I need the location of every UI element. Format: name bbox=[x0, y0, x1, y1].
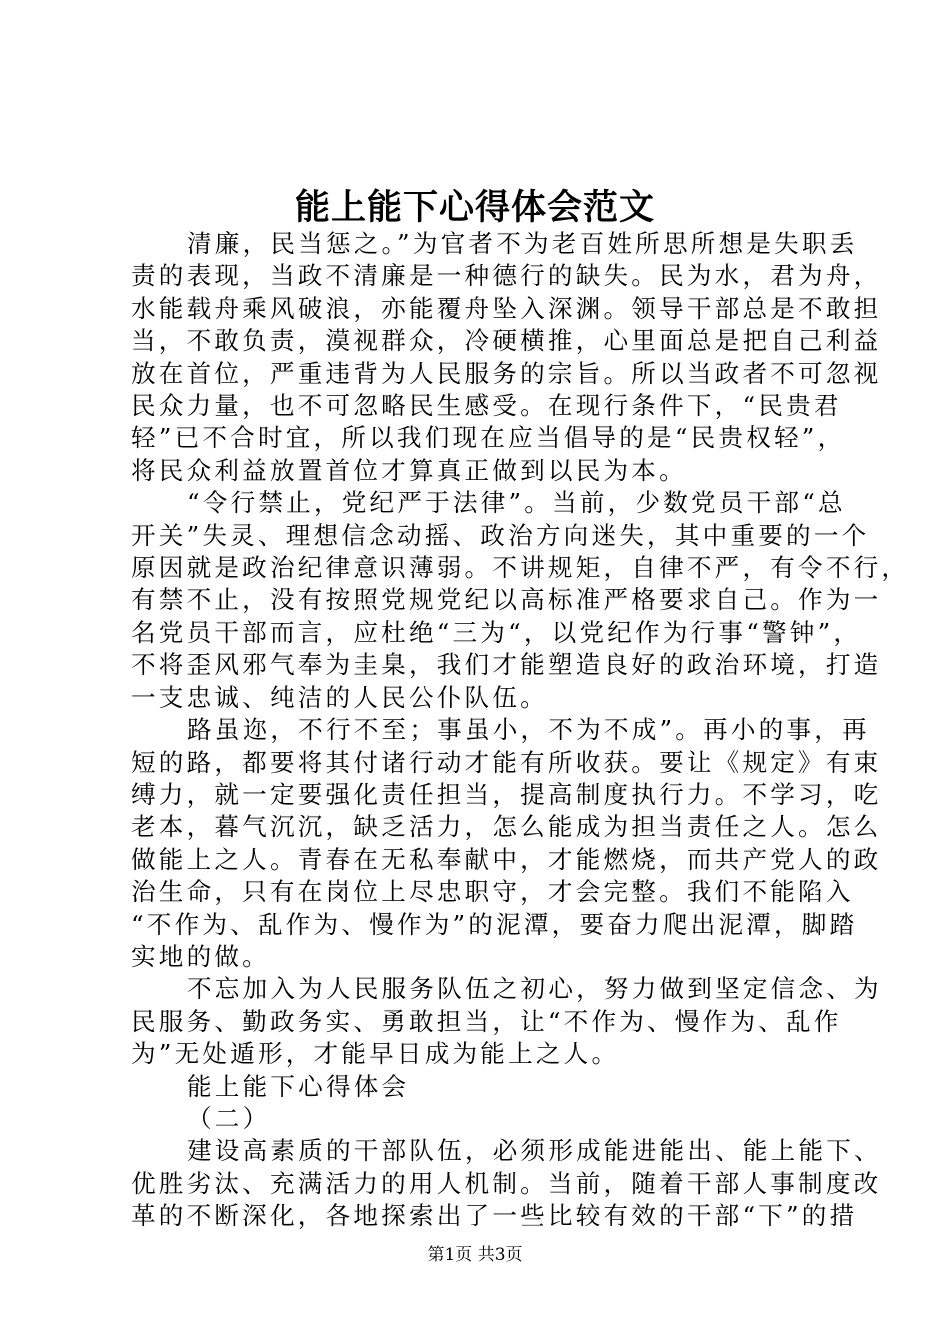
text-line: 开关”失灵、理想信念动摇、政治方向迷失，其中重要的一个 bbox=[131, 520, 870, 550]
text-line: 缚力，就一定要强化责任担当，提高制度执行力。不学习，吃 bbox=[131, 779, 882, 809]
text-line: 轻”已不合时宜，所以我们现在应当倡导的是“民贵权轻”， bbox=[131, 423, 846, 453]
section-heading: 能上能下心得体会 bbox=[187, 1071, 410, 1101]
text-line: 将民众利益放置首位才算真正做到以民为本。 bbox=[131, 455, 687, 485]
text-line: 做能上之人。青春在无私奉献中，才能燃烧，而共产党人的政 bbox=[131, 844, 882, 874]
text-line: 当，不敢负责，漠视群众，冷硬横推，心里面总是把自己利益 bbox=[131, 326, 882, 356]
text-line: 路虽迩，不行不至；事虽小，不为不成”。再小的事，再 bbox=[187, 715, 870, 745]
text-line: 原因就是政治纪律意识薄弱。不讲规矩，自律不严，有令不行， bbox=[131, 553, 910, 583]
text-line: 优胜劣汰、充满活力的用人机制。当前，随着干部人事制度改 bbox=[131, 1168, 882, 1198]
text-line: “不作为、乱作为、慢作为”的泥潭，要奋力爬出泥潭，脚踏 bbox=[131, 909, 858, 939]
page-footer: 第1页 共3页 bbox=[427, 1245, 523, 1265]
text-line: 治生命，只有在岗位上尽忠职守，才会完整。我们不能陷入 bbox=[131, 877, 854, 907]
text-line: 责的表现，当政不清廉是一种德行的缺失。民为水，君为舟， bbox=[131, 261, 882, 291]
document-body bbox=[131, 228, 910, 1233]
text-line: 清廉，民当惩之。”为官者不为老百姓所思所想是失职丢 bbox=[187, 229, 858, 258]
text-line: 为”无处遁形，才能早日成为能上之人。 bbox=[131, 1039, 620, 1069]
text-line: “令行禁止，党纪严于法律”。当前，少数党员干部“总 bbox=[187, 488, 846, 518]
text-line: 不将歪风邪气奉为圭臬，我们才能塑造良好的政治环境，打造 bbox=[131, 650, 882, 680]
text-line: 老本，暮气沉沉，缺乏活力，怎么能成为担当责任之人。怎么 bbox=[131, 812, 882, 842]
text-line: 有禁不止，没有按照党规党纪以高标准严格要求自己。作为一 bbox=[131, 585, 882, 615]
text-line: 实地的做。 bbox=[131, 941, 270, 971]
section-number: （二） bbox=[187, 1103, 271, 1133]
text-line: 民众力量，也不可忽略民生感受。在现行条件下，“民贵君 bbox=[131, 391, 842, 421]
text-line: 革的不断深化，各地探索出了一些比较有效的干部“下”的措 bbox=[131, 1201, 858, 1231]
text-line: 名党员干部而言，应杜绝“三为“，以党纪作为行事“警钟”， bbox=[131, 617, 862, 647]
text-line: 一支忠诚、纯洁的人民公仆队伍。 bbox=[131, 682, 548, 712]
text-line: 民服务、勤政务实、勇敢担当，让“不作为、慢作为、乱作 bbox=[131, 1006, 842, 1036]
document-title: 能上能下心得体会范文 bbox=[294, 187, 655, 228]
text-line: 建设高素质的干部队伍，必须形成能进能出、能上能下、 bbox=[187, 1136, 882, 1166]
text-line: 短的路，都要将其付诸行动才能有所收获。要让《规定》有束 bbox=[131, 747, 882, 777]
text-line: 水能载舟乘风破浪，亦能覆舟坠入深渊。领导干部总是不敢担 bbox=[131, 293, 882, 323]
text-line: 不忘加入为人民服务队伍之初心，努力做到坚定信念、为 bbox=[187, 974, 882, 1004]
text-line: 放在首位，严重违背为人民服务的宗旨。所以当政者不可忽视 bbox=[131, 358, 882, 388]
